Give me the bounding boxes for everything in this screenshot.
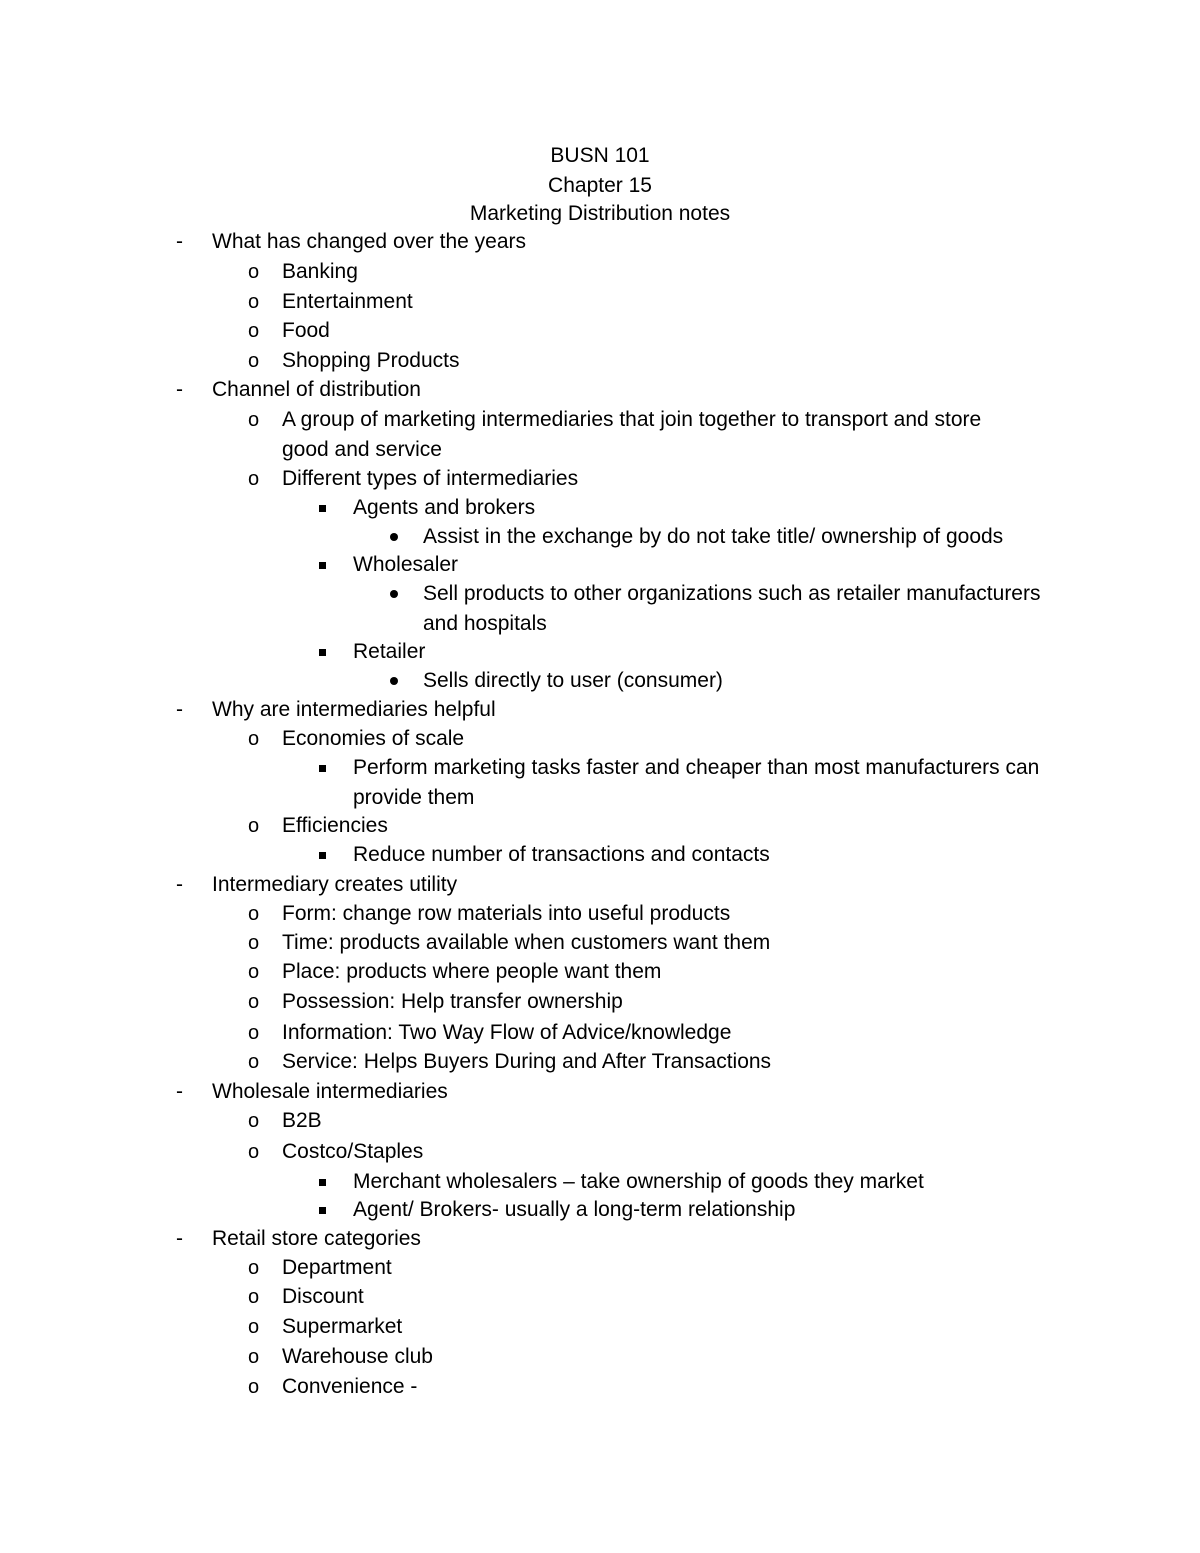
outline-subtopic: Food	[282, 319, 330, 342]
circle-bullet-icon: o	[248, 409, 260, 431]
circle-bullet-icon: o	[248, 1376, 260, 1398]
disc-bullet-icon	[390, 533, 398, 541]
square-bullet-icon	[319, 505, 326, 512]
outline-point: Agent/ Brokers- usually a long-term relationship	[353, 1198, 796, 1221]
circle-bullet-icon: o	[248, 1051, 260, 1073]
outline-topic: Intermediary creates utility	[212, 873, 458, 896]
outline-subtopic: Banking	[282, 260, 358, 283]
outline-subtopic: B2B	[282, 1109, 322, 1132]
outline-subtopic: Form: change row materials into useful products	[282, 902, 731, 925]
outline-detail: Assist in the exchange by do not take title/ ownership of goods	[423, 525, 1004, 548]
square-bullet-icon	[319, 765, 326, 772]
outline-subtopic: Efficiencies	[282, 814, 388, 837]
outline-topic: What has changed over the years	[212, 230, 527, 253]
outline-subtopic: Discount	[282, 1285, 364, 1308]
circle-bullet-icon: o	[248, 468, 260, 490]
outline-subtopic: Shopping Products	[282, 349, 460, 372]
outline-subtopic: Place: products where people want them	[282, 960, 662, 983]
outline-subtopic: A group of marketing intermediaries that join together to transport and store	[282, 408, 982, 431]
outline-subtopic: Warehouse club	[282, 1345, 433, 1368]
circle-bullet-icon: o	[248, 1022, 260, 1044]
circle-bullet-icon: o	[248, 1257, 260, 1279]
outline-subtopic: Supermarket	[282, 1315, 403, 1338]
circle-bullet-icon: o	[248, 261, 260, 283]
circle-bullet-icon: o	[248, 320, 260, 342]
outline-point-continued: provide them	[353, 786, 475, 809]
outline-subtopic: Time: products available when customers want them	[282, 931, 771, 954]
circle-bullet-icon: o	[248, 932, 260, 954]
outline-subtopic: Department	[282, 1256, 392, 1279]
dash-bullet-icon: -	[176, 698, 183, 721]
dash-bullet-icon: -	[176, 873, 183, 896]
outline-detail-continued: and hospitals	[423, 612, 547, 635]
outline-topic: Why are intermediaries helpful	[212, 698, 496, 721]
outline-subtopic: Information: Two Way Flow of Advice/knowledge	[282, 1021, 732, 1044]
circle-bullet-icon: o	[248, 1316, 260, 1338]
outline-detail: Sell products to other organizations such as retailer manufacturers	[423, 582, 1041, 605]
circle-bullet-icon: o	[248, 291, 260, 313]
square-bullet-icon	[319, 1179, 326, 1186]
outline-subtopic: Economies of scale	[282, 727, 465, 750]
outline-subtopic: Possession: Help transfer ownership	[282, 990, 623, 1013]
outline-subtopic: Different types of intermediaries	[282, 467, 579, 490]
outline-topic: Retail store categories	[212, 1227, 421, 1250]
square-bullet-icon	[319, 1207, 326, 1214]
circle-bullet-icon: o	[248, 1110, 260, 1132]
square-bullet-icon	[319, 649, 326, 656]
square-bullet-icon	[319, 562, 326, 569]
dash-bullet-icon: -	[176, 230, 183, 253]
outline-detail: Sells directly to user (consumer)	[423, 669, 723, 692]
dash-bullet-icon: -	[176, 1080, 183, 1103]
circle-bullet-icon: o	[248, 1346, 260, 1368]
disc-bullet-icon	[390, 677, 398, 685]
circle-bullet-icon: o	[248, 1141, 260, 1163]
outline-point: Reduce number of transactions and contacts	[353, 843, 770, 866]
outline-point: Merchant wholesalers – take ownership of goods they market	[353, 1170, 924, 1193]
outline-subtopic: Costco/Staples	[282, 1140, 424, 1163]
outline-point: Retailer	[353, 640, 426, 663]
circle-bullet-icon: o	[248, 991, 260, 1013]
outline-point: Perform marketing tasks faster and cheaper than most manufacturers can	[353, 756, 1040, 779]
outline-topic: Channel of distribution	[212, 378, 421, 401]
dash-bullet-icon: -	[176, 1227, 183, 1250]
outline-subtopic-continued: good and service	[282, 438, 442, 461]
disc-bullet-icon	[390, 590, 398, 598]
circle-bullet-icon: o	[248, 1286, 260, 1308]
circle-bullet-icon: o	[248, 815, 260, 837]
dash-bullet-icon: -	[176, 378, 183, 401]
notes-title: Marketing Distribution notes	[469, 202, 731, 225]
square-bullet-icon	[319, 852, 326, 859]
circle-bullet-icon: o	[248, 903, 260, 925]
chapter-title: Chapter 15	[548, 174, 652, 197]
circle-bullet-icon: o	[248, 961, 260, 983]
circle-bullet-icon: o	[248, 350, 260, 372]
outline-subtopic: Service: Helps Buyers During and After Transactions	[282, 1050, 772, 1073]
outline-subtopic: Convenience -	[282, 1375, 418, 1398]
outline-topic: Wholesale intermediaries	[212, 1080, 448, 1103]
outline-point: Agents and brokers	[353, 496, 536, 519]
circle-bullet-icon: o	[248, 728, 260, 750]
course-title: BUSN 101	[550, 144, 650, 167]
outline-subtopic: Entertainment	[282, 290, 413, 313]
outline-point: Wholesaler	[353, 553, 459, 576]
